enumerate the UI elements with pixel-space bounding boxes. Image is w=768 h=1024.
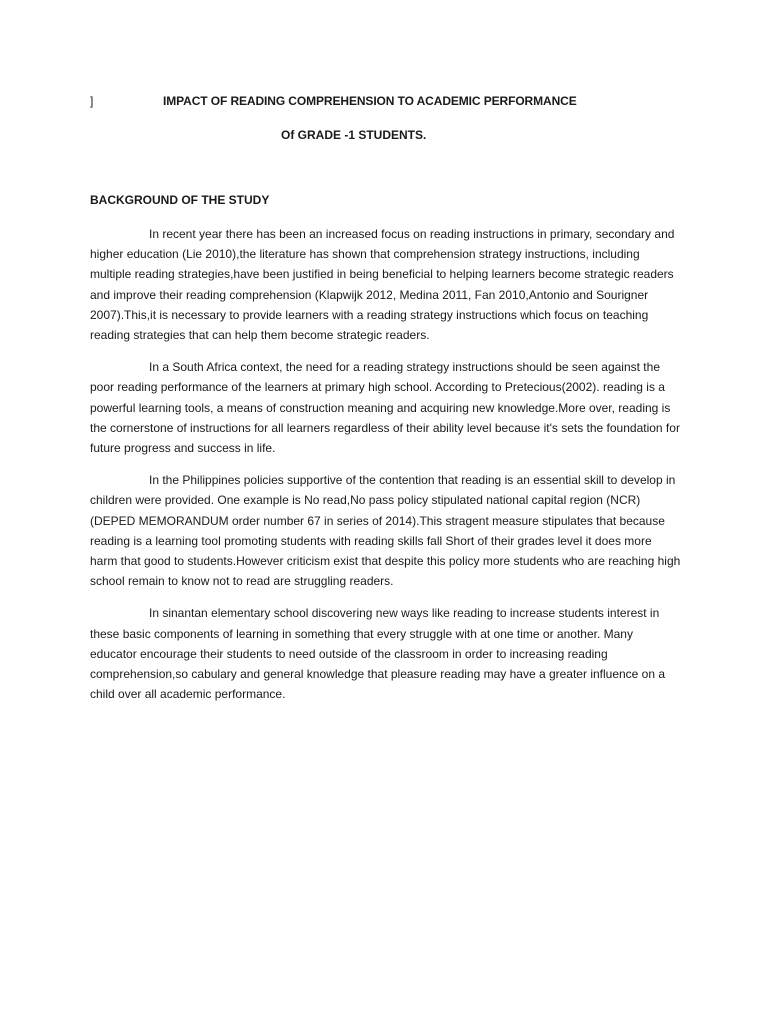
document-title: IMPACT OF READING COMPREHENSION TO ACADEMIC PERFORMANCE — [163, 94, 577, 108]
paragraph: In the Philippines policies supportive of the contention that reading is an essential skill to develop in children were provided. One example is No read,No pass policy stipulated national capital region (NCR)(DEPED MEMORANDUM order number 67 in series of 2014).This stragent measure stipulates that because reading is a learning tool promoting students with reading skills fall Short of their grades level it does more harm that good to students.However criticism exist that despite this policy more students who are reaching high school remain to know not to read are struggling readers. — [90, 473, 681, 589]
paragraph: In recent year there has been an increased focus on reading instructions in primary, secondary and higher education (Lie 2010),the literature has shown that comprehension strategy instructions, including multiple reading strategies,have been justified in being beneficial to helping learners become strategic readers and improve their reading comprehension (Klapwijk 2012, Medina 2011, Fan 2010,Antonio and Sourigner 2007).This,it is necessary to provide learners with a reading strategy instructions which focus on teaching reading strategies that can help them become strategic readers. — [90, 227, 675, 343]
section-heading: BACKGROUND OF THE STUDY — [90, 193, 270, 207]
paragraph: In sinantan elementary school discovering new ways like reading to increase students interest in these basic components of learning in something that every struggle with at one time or another. Many educator encourage their students to need outside of the classroom in order to increasing reading comprehension,so cabulary and general knowledge that pleasure reading may have a greater influence on a child over all academic performance. — [90, 606, 666, 702]
body-text — [90, 224, 682, 716]
document-subtitle: Of GRADE -1 STUDENTS. — [281, 128, 427, 142]
paragraph: In a South Africa context, the need for a reading strategy instructions should be seen against the poor reading performance of the learners at primary high school. According to Pretecious(2002). reading is a powerful learning tools, a means of construction meaning and acquiring new knowledge.More over, reading is the cornerstone of instructions for all learners regardless of their ability level because it's sets the foundation for future progress and success in life. — [90, 360, 680, 456]
stray-bracket: ] — [90, 94, 94, 108]
